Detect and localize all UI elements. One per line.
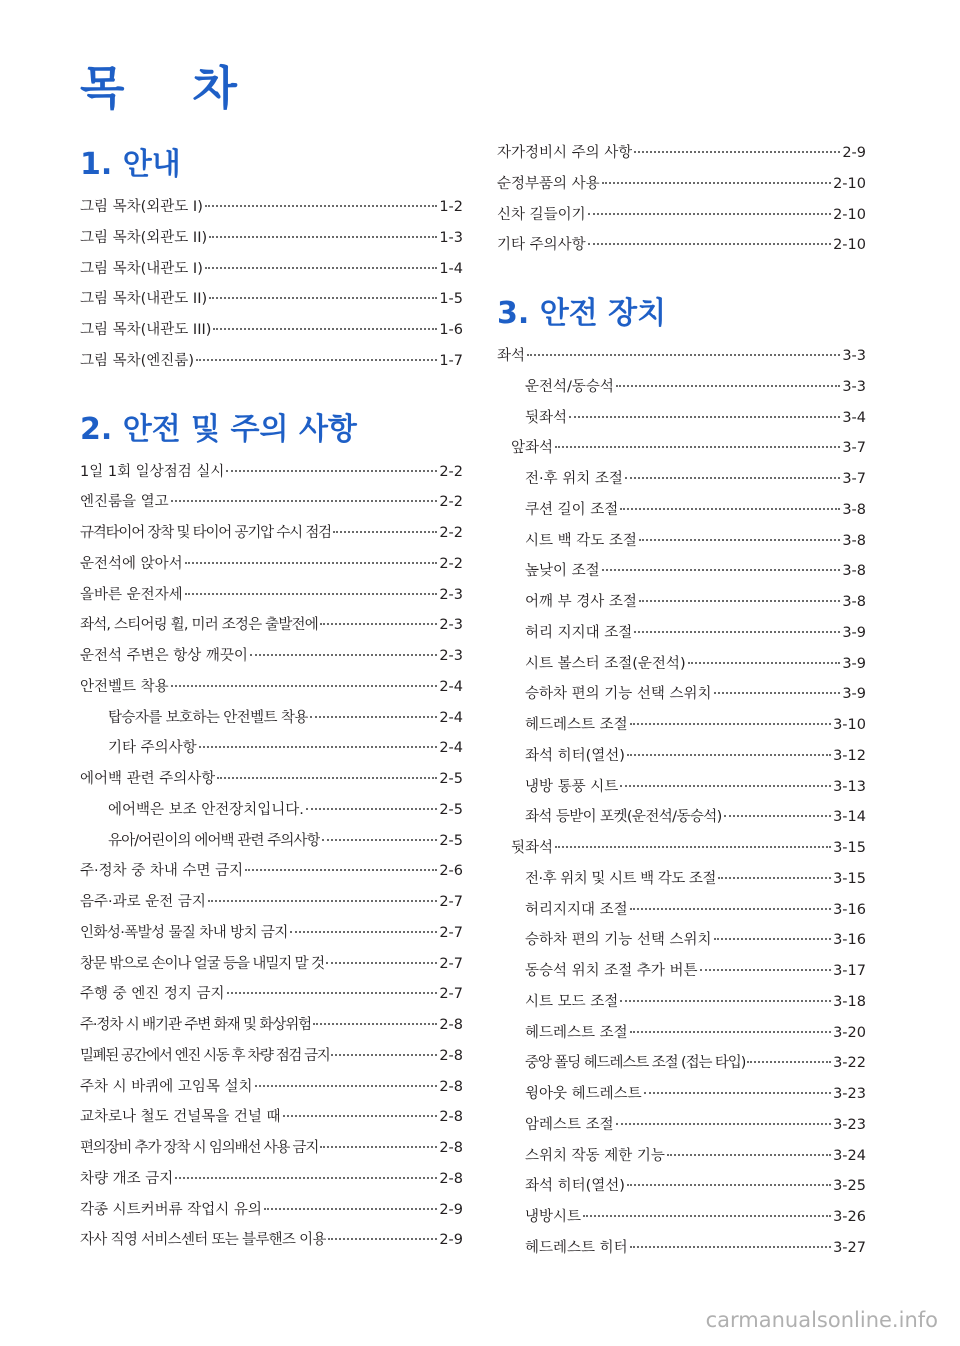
toc-entry-label: 쿠션 길이 조절 xyxy=(525,501,619,518)
toc-entry[interactable] xyxy=(497,895,866,926)
toc-entry-page: 3-9 xyxy=(842,686,866,703)
toc-entry[interactable] xyxy=(497,833,866,864)
toc-entry-page: 3-25 xyxy=(833,1178,866,1195)
toc-entry-label: 탑승자를 보호하는 안전벨트 착용 xyxy=(108,709,308,726)
toc-entry-label: 암레스트 조절 xyxy=(525,1116,614,1133)
toc-entry-label: 윙아웃 헤드레스트 xyxy=(525,1086,642,1102)
toc-entry-page: 3-10 xyxy=(833,717,866,733)
toc-entry-label: 좌석 히터(열선) xyxy=(525,1178,625,1195)
dot-leader xyxy=(171,500,438,502)
dot-leader xyxy=(620,1000,831,1002)
toc-entry[interactable] xyxy=(80,192,463,223)
toc-entry[interactable] xyxy=(497,956,866,987)
toc-entry-page: 2-9 xyxy=(439,1201,463,1218)
toc-entry-page: 1-2 xyxy=(439,199,463,215)
toc-entry-page: 2-10 xyxy=(833,237,866,254)
toc-entry-page: 2-8 xyxy=(439,1078,463,1095)
toc-entry-label: 그림 목차(내관도 III) xyxy=(80,322,212,338)
dot-leader xyxy=(306,808,437,810)
toc-entry-page: 3-20 xyxy=(833,1024,866,1041)
toc-entry-page: 3-7 xyxy=(842,440,866,457)
dot-leader xyxy=(555,846,831,848)
toc-entry-page: 2-5 xyxy=(439,801,463,818)
toc-entry[interactable] xyxy=(497,230,866,261)
toc-entry-page: 2-8 xyxy=(439,1140,463,1156)
toc-entry-label: 동승석 위치 조절 추가 버튼 xyxy=(525,963,698,979)
dot-leader xyxy=(583,1215,831,1217)
dot-leader xyxy=(634,631,840,633)
dot-leader xyxy=(255,1085,438,1087)
dot-leader xyxy=(310,716,438,718)
dot-leader xyxy=(588,213,831,215)
toc-entry-page: 2-3 xyxy=(439,617,463,634)
dot-leader xyxy=(175,1177,437,1179)
toc-entry-page: 2-4 xyxy=(439,740,463,757)
toc-entry[interactable] xyxy=(497,464,866,495)
toc-entry[interactable] xyxy=(497,1110,866,1141)
toc-entry-page: 3-15 xyxy=(833,840,866,856)
toc-entry[interactable] xyxy=(497,1079,866,1110)
toc-list-section1 xyxy=(80,192,463,377)
dot-leader xyxy=(283,1115,438,1117)
dot-leader xyxy=(322,839,438,841)
dot-leader xyxy=(264,1208,437,1210)
toc-entry-label: 시트 볼스터 조절(운전석) xyxy=(525,655,686,672)
toc-entry-page: 2-2 xyxy=(439,525,463,541)
toc-entry[interactable] xyxy=(497,403,866,434)
toc-right-column xyxy=(497,138,866,1264)
toc-entry[interactable] xyxy=(497,1018,866,1049)
toc-entry-label: 앞좌석 xyxy=(511,440,554,457)
toc-entry-label: 헤드레스트 히터 xyxy=(525,1239,628,1256)
watermark: carmanualsonline.info xyxy=(705,1308,938,1332)
toc-entry-label: 운전석에 앉아서 xyxy=(80,555,183,572)
toc-entry-label: 에어백 관련 주의사항 xyxy=(80,771,216,787)
toc-entry-label: 승하차 편의 기능 선택 스위치 xyxy=(525,686,712,703)
toc-entry[interactable] xyxy=(497,618,866,649)
dot-leader xyxy=(199,746,438,748)
toc-entry-label: 운전석/동승석 xyxy=(525,378,614,395)
dot-leader xyxy=(602,569,841,571)
toc-entry[interactable] xyxy=(80,641,463,672)
toc-entry[interactable] xyxy=(80,703,463,734)
dot-leader xyxy=(639,539,840,541)
dot-leader xyxy=(688,662,841,664)
toc-entry[interactable] xyxy=(497,587,866,618)
toc-entry[interactable] xyxy=(80,254,463,285)
toc-entry-label: 뒷좌석 xyxy=(511,840,554,856)
dot-leader xyxy=(208,900,437,902)
toc-entry[interactable] xyxy=(497,925,866,956)
dot-leader xyxy=(644,1092,831,1094)
toc-entry[interactable] xyxy=(497,556,866,587)
toc-entry-page: 3-8 xyxy=(842,563,866,580)
dot-leader xyxy=(320,1146,437,1148)
toc-entry-page: 2-10 xyxy=(833,206,866,223)
dot-leader xyxy=(616,385,840,387)
toc-entry[interactable] xyxy=(497,710,866,741)
toc-entry-label: 신차 길들이기 xyxy=(497,206,586,223)
toc-entry-label: 밀폐된 공간에서 엔진 시동 후 차량 점검 금지 xyxy=(80,1047,330,1064)
toc-entry-page: 1-6 xyxy=(439,322,463,338)
toc-entry-label: 운전석 주변은 항상 깨끗이 xyxy=(80,648,248,664)
toc-entry-page: 1-3 xyxy=(439,229,463,246)
dot-leader xyxy=(602,182,831,184)
toc-entry-page: 2-3 xyxy=(439,648,463,664)
toc-entry-label: 허리지지대 조절 xyxy=(525,901,628,918)
toc-entry[interactable] xyxy=(80,315,463,346)
toc-entry-label: 어깨 부 경사 조절 xyxy=(525,594,637,610)
toc-entry-page: 3-14 xyxy=(833,809,866,826)
toc-entry-page: 2-3 xyxy=(439,586,463,603)
toc-entry-page: 3-9 xyxy=(842,655,866,672)
dot-leader xyxy=(625,477,840,479)
dot-leader xyxy=(245,869,437,871)
toc-entry[interactable] xyxy=(80,610,463,641)
toc-entry-label: 시트 백 각도 조절 xyxy=(525,532,637,549)
toc-list-section2 xyxy=(80,457,463,1257)
toc-entry[interactable] xyxy=(80,856,463,887)
toc-entry-label: 창문 밖으로 손이나 얼굴 등을 내밀지 말 것 xyxy=(80,955,324,972)
toc-entry-label: 순정부품의 사용 xyxy=(497,175,600,192)
toc-entry-page: 3-16 xyxy=(833,901,866,918)
toc-entry[interactable] xyxy=(80,887,463,918)
dot-leader xyxy=(217,777,437,779)
toc-entry[interactable] xyxy=(80,733,463,764)
toc-entry-page: 2-4 xyxy=(439,709,463,726)
toc-entry-label: 차량 개조 금지 xyxy=(80,1170,174,1187)
toc-entry[interactable] xyxy=(497,1141,866,1172)
dot-leader xyxy=(627,1184,831,1186)
toc-entry-label: 높낮이 조절 xyxy=(525,563,600,580)
toc-entry-page: 3-23 xyxy=(833,1086,866,1102)
toc-entry-page: 2-5 xyxy=(439,771,463,787)
dot-leader xyxy=(328,1238,438,1240)
toc-entry-label: 좌석 xyxy=(497,348,526,364)
dot-leader xyxy=(630,723,831,725)
toc-entry-label: 엔진룸을 열고 xyxy=(80,494,169,511)
toc-entry-label: 교차로나 철도 건널목을 건널 때 xyxy=(80,1109,281,1126)
dot-leader xyxy=(747,1061,831,1063)
toc-entry[interactable] xyxy=(497,802,866,833)
dot-leader xyxy=(634,151,840,153)
dot-leader xyxy=(630,1031,831,1033)
toc-entry-page: 1-7 xyxy=(439,352,463,369)
toc-entry-page: 2-2 xyxy=(439,463,463,480)
toc-entry-page: 2-8 xyxy=(439,1109,463,1126)
toc-entry[interactable] xyxy=(80,223,463,254)
dot-leader xyxy=(205,205,437,207)
toc-entry-page: 2-8 xyxy=(439,1017,463,1033)
toc-entry-page: 2-2 xyxy=(439,494,463,511)
dot-leader xyxy=(555,446,840,448)
toc-entry-page: 3-8 xyxy=(842,501,866,518)
toc-entry-page: 2-2 xyxy=(439,555,463,572)
toc-entry-label: 유아/어린이의 에어백 관련 주의사항 xyxy=(108,832,320,849)
toc-entry[interactable] xyxy=(497,526,866,557)
dot-leader xyxy=(630,1246,831,1248)
toc-entry[interactable] xyxy=(80,1010,463,1041)
toc-entry-label: 냉방 통풍 시트 xyxy=(525,778,619,795)
dot-leader xyxy=(569,416,840,418)
toc-entry-label: 중앙 폴딩 헤드레스트 조절 (접는 타입) xyxy=(525,1055,746,1072)
toc-entry[interactable] xyxy=(80,549,463,580)
toc-entry[interactable] xyxy=(80,1072,463,1103)
toc-entry[interactable] xyxy=(80,1164,463,1195)
toc-entry[interactable] xyxy=(80,979,463,1010)
toc-entry[interactable] xyxy=(497,679,866,710)
toc-entry[interactable] xyxy=(497,1202,866,1233)
toc-left-column xyxy=(80,138,463,1256)
toc-entry-page: 3-23 xyxy=(833,1116,866,1133)
toc-entry-page: 2-7 xyxy=(439,894,463,910)
dot-leader xyxy=(250,654,437,656)
toc-entry[interactable] xyxy=(497,433,866,464)
dot-leader xyxy=(320,623,437,625)
toc-entry-label: 좌석 히터(열선) xyxy=(525,747,625,764)
dot-leader xyxy=(331,1054,437,1056)
toc-entry-page: 2-9 xyxy=(439,1232,463,1249)
toc-entry-page: 2-8 xyxy=(439,1047,463,1064)
dot-leader xyxy=(209,236,437,238)
toc-entry[interactable] xyxy=(80,918,463,949)
toc-entry[interactable] xyxy=(497,495,866,526)
dot-leader xyxy=(333,531,437,533)
dot-leader xyxy=(290,931,438,933)
toc-entry-label: 그림 목차(엔진룸) xyxy=(80,352,194,369)
toc-entry[interactable] xyxy=(497,741,866,772)
toc-entry[interactable] xyxy=(80,580,463,611)
toc-entry-label: 좌석, 스티어링 휠, 미러 조정은 출발전에 xyxy=(80,617,318,634)
dot-leader xyxy=(714,938,832,940)
toc-entry-label: 그림 목차(내관도 I) xyxy=(80,260,203,277)
toc-entry-label: 그림 목차(외관도 I) xyxy=(80,199,203,215)
dot-leader xyxy=(639,600,840,602)
dot-leader xyxy=(185,593,438,595)
dot-leader xyxy=(171,685,438,687)
toc-entry-label: 인화성·폭발성 물질 차내 방치 금지 xyxy=(80,924,288,941)
toc-entry-label: 헤드레스트 조절 xyxy=(525,717,628,733)
toc-entry-page: 3-24 xyxy=(833,1147,866,1164)
toc-entry-page: 2-10 xyxy=(833,175,866,192)
toc-entry-page: 3-22 xyxy=(833,1055,866,1072)
toc-entry[interactable] xyxy=(80,346,463,377)
toc-entry-label: 시트 모드 조절 xyxy=(525,993,619,1010)
dot-leader xyxy=(196,359,437,361)
dot-leader xyxy=(209,297,437,299)
toc-entry-page: 1-5 xyxy=(439,291,463,308)
toc-entry[interactable] xyxy=(497,341,866,372)
toc-entry[interactable] xyxy=(80,1225,463,1256)
toc-entry-label: 자사 직영 서비스센터 또는 블루핸즈 이용 xyxy=(80,1232,326,1249)
toc-entry-label: 주차 시 바퀴에 고임목 설치 xyxy=(80,1078,253,1095)
toc-entry-page: 2-7 xyxy=(439,924,463,941)
toc-entry[interactable] xyxy=(80,826,463,857)
toc-entry[interactable] xyxy=(80,1102,463,1133)
toc-entry-page: 3-8 xyxy=(842,532,866,549)
toc-entry-label: 에어백은 보조 안전장치입니다. xyxy=(108,801,304,818)
toc-entry-label: 뒷좌석 xyxy=(525,409,568,426)
toc-entry-page: 2-7 xyxy=(439,986,463,1003)
dot-leader xyxy=(718,877,831,879)
toc-entry-label: 그림 목차(외관도 II) xyxy=(80,229,208,246)
toc-entry-page: 3-12 xyxy=(833,747,866,764)
toc-entry-page: 2-8 xyxy=(439,1170,463,1187)
dot-leader xyxy=(620,508,840,510)
toc-entry-page: 1-4 xyxy=(439,260,463,277)
toc-entry-label: 전·후 위치 조절 xyxy=(525,471,623,487)
toc-entry-page: 3-3 xyxy=(842,378,866,395)
toc-entry-label: 그림 목차(내관도 II) xyxy=(80,291,208,308)
toc-entry-page: 3-4 xyxy=(842,409,866,426)
page-title: 목 차 xyxy=(80,61,263,115)
toc-entry-label: 스위치 작동 제한 기능 xyxy=(525,1147,665,1164)
toc-entry-label: 올바른 운전자세 xyxy=(80,586,183,603)
toc-entry[interactable] xyxy=(80,672,463,703)
toc-entry-page: 3-26 xyxy=(833,1209,866,1225)
toc-entry[interactable] xyxy=(80,1041,463,1072)
dot-leader xyxy=(326,962,437,964)
toc-entry[interactable] xyxy=(497,772,866,803)
section-heading-safety-precautions: 2. 안전 및 주의 사항 xyxy=(80,411,357,447)
toc-entry-page: 2-7 xyxy=(439,955,463,972)
toc-entry-page: 3-7 xyxy=(842,471,866,487)
toc-entry-page: 3-16 xyxy=(833,932,866,949)
toc-entry[interactable] xyxy=(497,649,866,680)
dot-leader xyxy=(616,1123,831,1125)
toc-entry-page: 3-17 xyxy=(833,963,866,979)
toc-entry[interactable] xyxy=(497,864,866,895)
dot-leader xyxy=(700,969,832,971)
toc-entry-label: 주행 중 엔진 정지 금지 xyxy=(80,986,225,1003)
toc-entry-label: 편의장비 추가 장착 시 임의배선 사용 금지 xyxy=(80,1140,319,1156)
toc-entry-label: 허리 지지대 조절 xyxy=(525,624,633,641)
toc-entry-page: 3-18 xyxy=(833,993,866,1010)
toc-entry[interactable] xyxy=(497,1171,866,1202)
section-heading-guide: 1. 안내 xyxy=(80,147,181,182)
dot-leader xyxy=(226,470,437,472)
toc-entry[interactable] xyxy=(497,372,866,403)
toc-entry[interactable] xyxy=(80,457,463,488)
toc-entry-page: 3-3 xyxy=(842,348,866,364)
toc-entry[interactable] xyxy=(80,487,463,518)
toc-entry[interactable] xyxy=(80,1133,463,1164)
toc-entry[interactable] xyxy=(497,200,866,231)
toc-entry-label: 기타 주의사항 xyxy=(108,740,197,757)
toc-entry-label: 좌석 등받이 포켓(운전석/동승석) xyxy=(525,809,722,826)
toc-entry[interactable] xyxy=(497,1048,866,1079)
toc-entry[interactable] xyxy=(497,1233,866,1264)
toc-list-section3 xyxy=(497,341,866,1264)
toc-entry-page: 2-4 xyxy=(439,678,463,695)
toc-entry[interactable] xyxy=(497,169,866,200)
toc-entry-label: 기타 주의사항 xyxy=(497,237,586,254)
toc-entry-label: 주·정차 시 배기관 주변 화재 및 화상위험 xyxy=(80,1017,312,1033)
toc-entry[interactable] xyxy=(80,1195,463,1226)
dot-leader xyxy=(724,815,831,817)
toc-entry-page: 3-15 xyxy=(833,870,866,887)
toc-entry-label: 전·후 위치 및 시트 백 각도 조절 xyxy=(525,870,716,887)
toc-entry-page: 3-13 xyxy=(833,778,866,795)
toc-entry-label: 각종 시트커버류 작업시 유의 xyxy=(80,1201,262,1218)
dot-leader xyxy=(667,1154,831,1156)
dot-leader xyxy=(313,1023,437,1025)
dot-leader xyxy=(627,754,831,756)
dot-leader xyxy=(588,243,831,245)
section-heading-safety-devices: 3. 안전 장치 xyxy=(497,296,667,331)
dot-leader xyxy=(527,354,840,356)
toc-entry[interactable] xyxy=(80,949,463,980)
toc-entry-label: 승하차 편의 기능 선택 스위치 xyxy=(525,932,712,949)
toc-entry-label: 자가정비시 주의 사항 xyxy=(497,145,633,161)
dot-leader xyxy=(227,992,438,994)
toc-entry-label: 규격타이어 장착 및 타이어 공기압 수시 점검 xyxy=(80,525,331,541)
toc-entry[interactable] xyxy=(80,284,463,315)
toc-entry[interactable] xyxy=(80,795,463,826)
toc-entry-page: 2-5 xyxy=(439,832,463,849)
toc-entry[interactable] xyxy=(80,518,463,549)
toc-entry-label: 헤드레스트 조절 xyxy=(525,1024,628,1041)
toc-list-section2-continued xyxy=(497,138,866,261)
dot-leader xyxy=(205,267,437,269)
dot-leader xyxy=(630,908,831,910)
toc-entry-label: 주·정차 중 차내 수면 금지 xyxy=(80,863,244,880)
toc-entry[interactable] xyxy=(80,764,463,795)
dot-leader xyxy=(185,562,438,564)
toc-entry[interactable] xyxy=(497,987,866,1018)
toc-entry-page: 2-6 xyxy=(439,863,463,880)
dot-leader xyxy=(620,785,831,787)
toc-entry-label: 안전벨트 착용 xyxy=(80,678,169,695)
toc-entry-page: 3-8 xyxy=(842,594,866,610)
dot-leader xyxy=(714,692,841,694)
toc-entry-page: 3-27 xyxy=(833,1239,866,1256)
dot-leader xyxy=(213,328,437,330)
toc-entry-page: 3-9 xyxy=(842,624,866,641)
toc-entry-label: 냉방시트 xyxy=(525,1209,582,1225)
toc-entry-label: 1일 1회 일상점검 실시 xyxy=(80,463,225,480)
toc-entry-page: 2-9 xyxy=(842,145,866,161)
toc-entry[interactable] xyxy=(497,138,866,169)
toc-entry-label: 음주·과로 운전 금지 xyxy=(80,894,206,910)
